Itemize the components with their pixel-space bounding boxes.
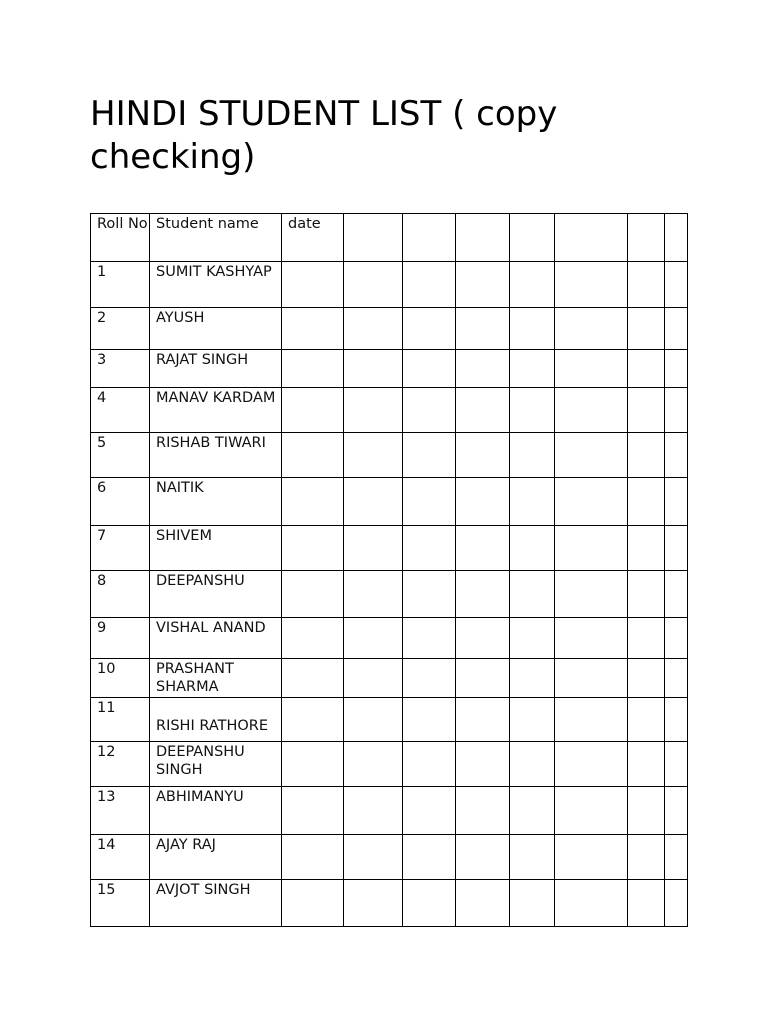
- table-row: [91, 308, 688, 350]
- roll-no-cell: [91, 478, 150, 526]
- blank-cell: [282, 433, 344, 478]
- blank-cell: [456, 742, 510, 787]
- student-name: RISHAB TIWARI: [156, 435, 266, 451]
- student-name: ABHIMANYU: [156, 789, 244, 805]
- blank-cell: [282, 388, 344, 433]
- roll-no-cell: [91, 388, 150, 433]
- table-row: [91, 787, 688, 835]
- table-row: [91, 526, 688, 571]
- table-row: [91, 880, 688, 927]
- blank-cell: [403, 659, 456, 698]
- blank-cell: [665, 880, 688, 927]
- blank-cell: [665, 659, 688, 698]
- header-blank-cell: [510, 214, 555, 262]
- blank-cell: [403, 478, 456, 526]
- roll-no-cell: [91, 659, 150, 698]
- roll-no-cell: [91, 262, 150, 308]
- blank-cell: [628, 388, 665, 433]
- blank-cell: [510, 526, 555, 571]
- blank-cell: [282, 659, 344, 698]
- roll-no: 5: [97, 435, 107, 451]
- blank-cell: [665, 262, 688, 308]
- blank-cell: [282, 262, 344, 308]
- blank-cell: [344, 308, 403, 350]
- blank-cell: [456, 350, 510, 388]
- blank-cell: [403, 571, 456, 618]
- header-blank-cell: [555, 214, 628, 262]
- roll-no-cell: [91, 526, 150, 571]
- header-blank-cell: [665, 214, 688, 262]
- blank-cell: [510, 571, 555, 618]
- blank-cell: [510, 308, 555, 350]
- blank-cell: [344, 787, 403, 835]
- header-roll-no: Roll No: [91, 214, 150, 262]
- blank-cell: [555, 478, 628, 526]
- blank-cell: [403, 787, 456, 835]
- roll-no: 3: [97, 352, 107, 368]
- student-name: SHIVEM: [156, 528, 212, 544]
- blank-cell: [665, 388, 688, 433]
- blank-cell: [403, 618, 456, 659]
- blank-cell: [555, 526, 628, 571]
- student-name-cell: [150, 433, 282, 478]
- blank-cell: [456, 308, 510, 350]
- student-name-cell: [150, 742, 282, 787]
- roll-no-cell: [91, 618, 150, 659]
- blank-cell: [344, 526, 403, 571]
- table-row: [91, 350, 688, 388]
- roll-no-cell: [91, 698, 150, 742]
- blank-cell: [555, 835, 628, 880]
- blank-cell: [456, 388, 510, 433]
- student-name-cell: [150, 880, 282, 927]
- blank-cell: [344, 350, 403, 388]
- blank-cell: [628, 787, 665, 835]
- roll-no-cell: [91, 433, 150, 478]
- blank-cell: [510, 478, 555, 526]
- blank-cell: [344, 742, 403, 787]
- blank-cell: [665, 526, 688, 571]
- blank-cell: [403, 308, 456, 350]
- blank-cell: [665, 308, 688, 350]
- header-student-name: Student name: [150, 214, 282, 262]
- table-header-row: [91, 214, 688, 262]
- blank-cell: [665, 742, 688, 787]
- blank-cell: [555, 388, 628, 433]
- blank-cell: [665, 478, 688, 526]
- student-name-cell: [150, 526, 282, 571]
- blank-cell: [555, 262, 628, 308]
- blank-cell: [510, 433, 555, 478]
- blank-cell: [510, 618, 555, 659]
- blank-cell: [344, 880, 403, 927]
- blank-cell: [665, 350, 688, 388]
- blank-cell: [510, 388, 555, 433]
- roll-no: 1: [97, 264, 107, 280]
- student-list-table: [90, 213, 688, 927]
- header-blank-cell: [403, 214, 456, 262]
- blank-cell: [665, 698, 688, 742]
- student-name-cell: [150, 835, 282, 880]
- student-name: RAJAT SINGH: [156, 352, 249, 368]
- student-name: DEEPANSHU: [156, 573, 245, 589]
- blank-cell: [555, 350, 628, 388]
- roll-no: 8: [97, 573, 107, 589]
- blank-cell: [510, 835, 555, 880]
- blank-cell: [344, 388, 403, 433]
- blank-cell: [344, 618, 403, 659]
- student-name-cell: [150, 262, 282, 308]
- student-name-cell: [150, 571, 282, 618]
- student-name-cell: [150, 388, 282, 433]
- blank-cell: [456, 659, 510, 698]
- student-name-cell: [150, 787, 282, 835]
- student-name: VISHAL ANAND: [156, 620, 266, 636]
- blank-cell: [344, 698, 403, 742]
- blank-cell: [456, 262, 510, 308]
- blank-cell: [555, 742, 628, 787]
- table-row: [91, 698, 688, 742]
- student-name-cell: [150, 308, 282, 350]
- roll-no-cell: [91, 571, 150, 618]
- table-row: [91, 478, 688, 526]
- blank-cell: [344, 262, 403, 308]
- table-row: [91, 742, 688, 787]
- blank-cell: [555, 571, 628, 618]
- blank-cell: [665, 433, 688, 478]
- blank-cell: [282, 618, 344, 659]
- roll-no: 7: [97, 528, 107, 544]
- blank-cell: [456, 618, 510, 659]
- blank-cell: [403, 698, 456, 742]
- blank-cell: [628, 308, 665, 350]
- roll-no: 2: [97, 310, 107, 326]
- roll-no: 10: [97, 661, 116, 677]
- blank-cell: [628, 350, 665, 388]
- blank-cell: [344, 659, 403, 698]
- blank-cell: [344, 478, 403, 526]
- blank-cell: [282, 742, 344, 787]
- blank-cell: [665, 571, 688, 618]
- student-name: AVJOT SINGH: [156, 882, 251, 898]
- blank-cell: [282, 880, 344, 927]
- blank-cell: [456, 526, 510, 571]
- blank-cell: [403, 526, 456, 571]
- roll-no: 14: [97, 837, 116, 853]
- roll-no-cell: [91, 787, 150, 835]
- blank-cell: [628, 433, 665, 478]
- roll-no: 12: [97, 744, 116, 760]
- roll-no: 6: [97, 480, 107, 496]
- student-name-cell: [150, 350, 282, 388]
- blank-cell: [456, 433, 510, 478]
- blank-cell: [456, 787, 510, 835]
- roll-no: 9: [97, 620, 107, 636]
- blank-cell: [628, 835, 665, 880]
- blank-cell: [456, 698, 510, 742]
- student-name: DEEPANSHU SINGH: [156, 744, 245, 778]
- table-body: [91, 214, 688, 927]
- student-name-cell: [150, 659, 282, 698]
- blank-cell: [456, 835, 510, 880]
- table-row: [91, 262, 688, 308]
- student-name: AJAY RAJ: [156, 837, 216, 853]
- header-date: date: [282, 214, 344, 262]
- blank-cell: [510, 659, 555, 698]
- blank-cell: [555, 880, 628, 927]
- student-name: RISHI RATHORE: [156, 718, 269, 734]
- blank-cell: [282, 698, 344, 742]
- blank-cell: [555, 618, 628, 659]
- blank-cell: [344, 433, 403, 478]
- blank-cell: [344, 571, 403, 618]
- header-blank-cell: [344, 214, 403, 262]
- student-name-cell: [150, 618, 282, 659]
- roll-no: 11: [97, 700, 116, 716]
- blank-cell: [403, 262, 456, 308]
- roll-no: 13: [97, 789, 116, 805]
- blank-cell: [282, 350, 344, 388]
- roll-no-cell: [91, 742, 150, 787]
- roll-no-cell: [91, 350, 150, 388]
- roll-no-cell: [91, 308, 150, 350]
- blank-cell: [628, 698, 665, 742]
- student-name: SUMIT KASHYAP: [156, 264, 272, 280]
- blank-cell: [665, 618, 688, 659]
- blank-cell: [555, 659, 628, 698]
- blank-cell: [403, 350, 456, 388]
- blank-cell: [456, 571, 510, 618]
- blank-cell: [403, 835, 456, 880]
- blank-cell: [555, 433, 628, 478]
- blank-cell: [282, 787, 344, 835]
- blank-cell: [510, 742, 555, 787]
- blank-cell: [282, 571, 344, 618]
- blank-cell: [555, 698, 628, 742]
- blank-cell: [628, 659, 665, 698]
- blank-cell: [403, 433, 456, 478]
- blank-cell: [628, 618, 665, 659]
- blank-cell: [456, 880, 510, 927]
- student-name: PRASHANT SHARMA: [156, 661, 234, 695]
- blank-cell: [665, 835, 688, 880]
- table-row: [91, 835, 688, 880]
- table-row: [91, 659, 688, 698]
- blank-cell: [628, 742, 665, 787]
- roll-no-cell: [91, 880, 150, 927]
- blank-cell: [403, 880, 456, 927]
- blank-cell: [282, 835, 344, 880]
- blank-cell: [456, 478, 510, 526]
- blank-cell: [344, 835, 403, 880]
- page-title: HINDI STUDENT LIST ( copy checking): [90, 94, 558, 177]
- student-name: NAITIK: [156, 480, 204, 496]
- student-name-cell: [150, 698, 282, 742]
- blank-cell: [403, 742, 456, 787]
- student-name-cell: [150, 478, 282, 526]
- blank-cell: [628, 571, 665, 618]
- blank-cell: [403, 388, 456, 433]
- blank-cell: [510, 787, 555, 835]
- blank-cell: [510, 350, 555, 388]
- blank-cell: [665, 787, 688, 835]
- blank-cell: [555, 787, 628, 835]
- blank-cell: [282, 526, 344, 571]
- roll-no-cell: [91, 835, 150, 880]
- blank-cell: [510, 698, 555, 742]
- header-blank-cell: [456, 214, 510, 262]
- roll-no: 15: [97, 882, 116, 898]
- table-row: [91, 571, 688, 618]
- roll-no: 4: [97, 390, 107, 406]
- blank-cell: [510, 262, 555, 308]
- table-row: [91, 433, 688, 478]
- blank-cell: [628, 478, 665, 526]
- student-name: MANAV KARDAM: [156, 390, 276, 406]
- table-row: [91, 388, 688, 433]
- blank-cell: [555, 308, 628, 350]
- blank-cell: [628, 526, 665, 571]
- table-row: [91, 618, 688, 659]
- blank-cell: [282, 308, 344, 350]
- blank-cell: [510, 880, 555, 927]
- header-blank-cell: [628, 214, 665, 262]
- blank-cell: [628, 880, 665, 927]
- blank-cell: [282, 478, 344, 526]
- blank-cell: [628, 262, 665, 308]
- student-name: AYUSH: [156, 310, 205, 326]
